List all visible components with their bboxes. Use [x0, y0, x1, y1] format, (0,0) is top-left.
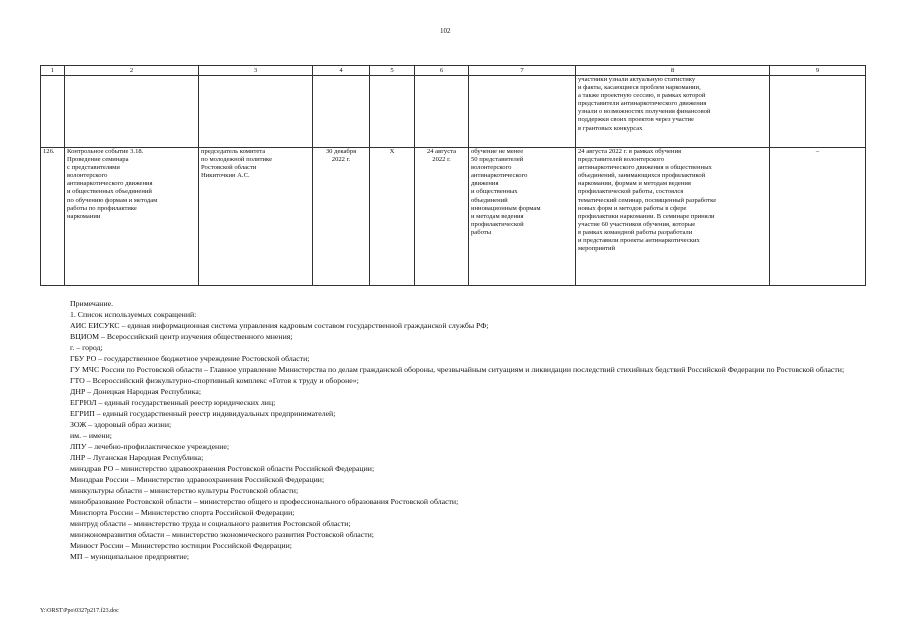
- text-line: и общественных: [471, 188, 518, 196]
- text-line: по молодежной политике: [201, 156, 273, 164]
- text-line: антинаркотического: [471, 172, 528, 180]
- text-line: профилактики наркомании. В семинаре приняли: [578, 212, 715, 220]
- text-line: антинаркотического движения и общественных: [578, 164, 712, 172]
- text-line: работы: [471, 228, 492, 236]
- text-line: 50 представителей: [471, 156, 524, 164]
- text-line: председатель комитета: [201, 148, 266, 155]
- column-number: 4: [313, 66, 370, 76]
- note-cell: –: [770, 148, 866, 286]
- abbreviation-item: минздрав РО – министерство здравоохранения Ростовской области Российской Федерации;: [70, 464, 375, 473]
- text-line: мероприятий: [578, 245, 616, 253]
- abbreviation-item: ГТО – Всероссийский физкультурно-спортивный комплекс «Готов к труду и обороне»;: [70, 376, 359, 385]
- text-line: наркомании: [67, 212, 101, 220]
- status-cell: [576, 76, 770, 148]
- text-line: представителей волонтерского: [578, 156, 665, 164]
- text-line: Ростовской области: [201, 164, 257, 172]
- report-table: [40, 65, 866, 286]
- abbreviations-title: 1. Список используемых сокращений:: [70, 310, 197, 319]
- abbreviation-item: ЛПУ – лечебно-профилактическое учреждение;: [70, 442, 230, 451]
- text-line: движения: [471, 180, 499, 188]
- text-line: в рамках командной работы разработали: [578, 228, 693, 236]
- text-line: участники узнали актуальную статистику: [578, 76, 696, 83]
- text-line: профилактической работы, состоялся: [578, 188, 684, 196]
- abbreviation-item: им. – имени;: [70, 431, 112, 440]
- notes-title: Примечание.: [70, 299, 114, 308]
- text-line: волонтерского: [471, 164, 512, 172]
- text-line: 24 августа: [426, 148, 457, 155]
- actual-date-cell: [415, 148, 469, 286]
- text-line: объединений: [471, 196, 508, 204]
- text-line: и общественных объединений: [67, 188, 152, 196]
- column-number: 3: [199, 66, 313, 76]
- column-number: 7: [469, 66, 576, 76]
- abbreviation-item: ЕГРИП – единый государственный реестр индивидуальных предпринимателей;: [70, 409, 336, 418]
- abbreviation-item: ДНР – Донецкая Народная Республика;: [70, 387, 202, 396]
- file-path-footer: Y:\ORST\Ppo\0327p217.f23.doc: [40, 608, 119, 614]
- text-line: 2022 г.: [432, 156, 451, 164]
- event-cell: [65, 148, 199, 286]
- text-line: профилактической: [471, 220, 524, 228]
- text-line: Никиточкин А.С.: [201, 172, 250, 180]
- text-line: а также проектную сессию, в рамках которой: [578, 92, 706, 100]
- text-line: с представителями: [67, 164, 120, 172]
- abbreviation-item: Минспорта России – Министерство спорта Российской Федерации;: [70, 508, 295, 517]
- responsible-cell: [199, 148, 313, 286]
- abbreviation-item: ЗОЖ – здоровый образ жизни;: [70, 420, 172, 429]
- column-number: 6: [415, 66, 469, 76]
- text-line: наркомании, формам и методам ведения: [578, 180, 691, 188]
- abbreviation-item: ЛНР – Луганская Народная Республика;: [70, 453, 204, 462]
- text-line: и методам ведения: [471, 212, 524, 220]
- abbreviation-item: минтруд области – министерство труда и социального развития Ростовской области;: [70, 519, 351, 528]
- text-line: инновационным формам: [471, 204, 541, 212]
- abbreviation-item: МП – муниципальное предприятие;: [70, 552, 190, 561]
- abbreviation-item: г. – город;: [70, 343, 103, 352]
- text-line: 24 августа 2022 г. в рамках обучения: [578, 148, 682, 155]
- mark-cell: Х: [370, 148, 415, 286]
- column-number: 8: [576, 66, 770, 76]
- abbreviation-item: минобразование Ростовской области – министерство общего и профессионального образования Ростовской области;: [70, 497, 459, 506]
- text-line: представители антинаркотического движения: [578, 100, 707, 108]
- text-line: тематический семинар, посвященный разработке: [578, 196, 717, 204]
- column-number: 1: [41, 66, 65, 76]
- text-line: Контрольное событие 3.18.: [67, 148, 144, 155]
- abbreviation-item: ВЦИОМ – Всероссийский центр изучения общественного мнения;: [70, 332, 293, 341]
- text-line: Проведение семинара: [67, 156, 129, 164]
- text-line: поддержки своих проектов через участие: [578, 116, 694, 124]
- abbreviation-item: ГБУ РО – государственное бюджетное учреждение Ростовской области;: [70, 354, 310, 363]
- text-line: и факты, касающиеся проблем наркомании,: [578, 84, 701, 92]
- text-line: 30 декабря: [325, 148, 357, 155]
- abbreviation-item: минэкономразвития области – министерство экономического развития Ростовской области;: [70, 530, 374, 539]
- text-line: в грантовых конкурсах: [578, 124, 643, 132]
- text-line: антинаркотического движения: [67, 180, 153, 188]
- abbreviation-item: Минюст России – Министерство юстиции Российской Федерации;: [70, 541, 292, 550]
- abbreviation-item: Минздрав России – Министерство здравоохранения Российской Федерации;: [70, 475, 325, 484]
- page-number: 102: [440, 27, 451, 35]
- text-line: работы по профилактике: [67, 204, 137, 212]
- text-line: по обучению формам и методам: [67, 196, 158, 204]
- text-line: и представили проекты антинаркотических: [578, 237, 700, 245]
- table-row-continuation: [41, 76, 866, 148]
- abbreviation-item: ЕГРЮЛ – единый государственный реестр юридических лиц;: [70, 398, 276, 407]
- column-number: 2: [65, 66, 199, 76]
- status-cell: [576, 148, 770, 286]
- column-number: 5: [370, 66, 415, 76]
- result-cell: [469, 148, 576, 286]
- deadline-cell: [313, 148, 370, 286]
- notes-section: [40, 298, 865, 562]
- column-number: 9: [770, 66, 866, 76]
- text-line: участие 60 участников обучения, которые: [578, 220, 696, 228]
- table-row-126: [41, 148, 866, 286]
- abbreviation-item: ГУ МЧС России по Ростовской области – Главное управление Министерства по делам гражданской обороны, чрезвычайным ситуациям и ликвидации последствий стихийных бедствий Российской Федерации по Ростовской области;: [70, 365, 845, 374]
- abbreviation-item: АИС ЕИСУКС – единая информационная система управления кадровым составом государственной гражданской службы РФ;: [70, 321, 489, 330]
- text-line: новых форм и методов работы в сфере: [578, 204, 687, 212]
- text-line: 2022 г.: [331, 156, 351, 164]
- text-line: узнали о возможностях получения финансовой: [578, 108, 711, 116]
- text-line: обучение не менее: [471, 148, 524, 155]
- text-line: объединений, занимающихся профилактикой: [578, 172, 706, 180]
- text-line: волонтерского: [67, 172, 108, 180]
- table-header-row: [41, 66, 866, 76]
- abbreviation-item: минкультуры области – министерство культуры Ростовской области;: [70, 486, 299, 495]
- row-number: 126.: [41, 148, 65, 286]
